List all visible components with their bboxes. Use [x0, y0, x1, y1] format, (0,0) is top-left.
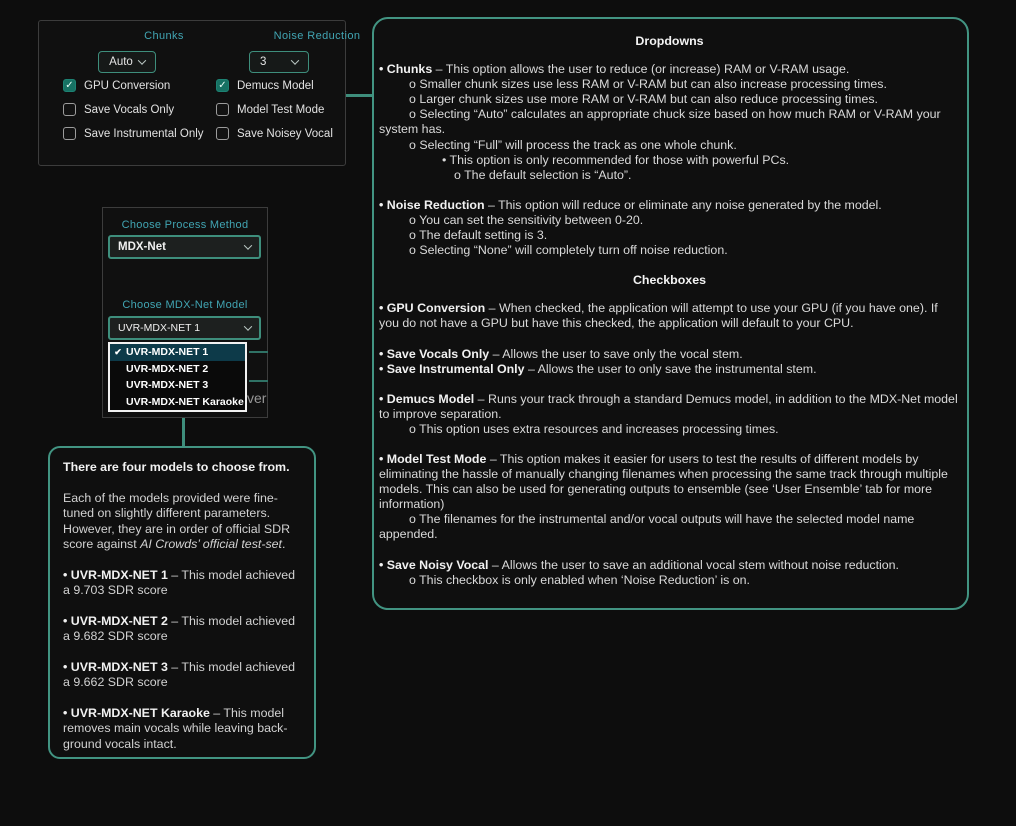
- checkbox-grid: [63, 79, 343, 140]
- checkbox-unchecked-icon[interactable]: [216, 103, 229, 116]
- doc-line: • This option is only recommended for those with powerful PCs.: [442, 152, 790, 167]
- doc-group: [379, 392, 960, 437]
- models-info-content: [63, 491, 301, 753]
- doc-line: o Selecting “Auto” calculates an appropriate chuck size based on how much RAM or V-RAM your system has.: [379, 107, 941, 137]
- noise-reduction-label: Noise Reduction: [273, 30, 361, 42]
- doc-line: • Chunks – This option allows the user to reduce (or increase) RAM or V-RAM usage.: [379, 62, 850, 77]
- background-divider-fragment: [249, 380, 268, 382]
- doc-line: • Model Test Mode – This option makes it easier for users to test the results of different models by eliminating the hassle of manually changing filenames when processing the same track through multiple models. This can also be used for generating outputs to ensemble (see ‘User Ensemble’ tab for more information): [379, 451, 948, 512]
- doc-line: o Larger chunk sizes use more RAM or V-RAM but can also reduce processing times.: [409, 92, 878, 107]
- info-paragraph: Each of the models provided were fine-tuned on slightly different parameters. However, they are in order of official SDR score against AI Crowds’ official test-set.: [63, 490, 291, 551]
- chevron-down-icon: [138, 56, 146, 64]
- checkbox-unchecked-icon[interactable]: [216, 127, 229, 140]
- checkbox-checked-icon[interactable]: ✓: [216, 79, 229, 92]
- checkbox-unchecked-icon[interactable]: [63, 127, 76, 140]
- dropdown-option-label: UVR-MDX-NET 2: [126, 362, 209, 375]
- doc-line: o Smaller chunk sizes use less RAM or V-RAM but can also increase processing times.: [409, 77, 887, 92]
- docs-panel: [372, 17, 969, 610]
- checkbox-unchecked-icon[interactable]: [63, 103, 76, 116]
- doc-line: o The default selection is “Auto”.: [454, 167, 632, 182]
- dropdown-option-label: UVR-MDX-NET Karaoke: [126, 395, 244, 408]
- doc-group: [379, 347, 960, 377]
- doc-line: • GPU Conversion – When checked, the application will attempt to use your GPU (if you have one). If you do not have a GPU but have this checked, the application will default to your CPU.: [379, 301, 938, 331]
- background-divider-fragment: [249, 351, 268, 353]
- model-dropdown-list: [108, 342, 247, 412]
- checkbox-gpu-conversion[interactable]: [63, 79, 216, 92]
- info-paragraph: • UVR-MDX-NET 3 – This model achieved a 9.662 SDR score: [63, 659, 296, 689]
- doc-line: • Save Vocals Only – Allows the user to save only the vocal stem.: [379, 346, 743, 361]
- doc-group: [379, 301, 960, 331]
- doc-line: o The filenames for the instrumental and/or vocal outputs will have the selected model name appended.: [379, 512, 915, 542]
- models-info-panel: [48, 446, 316, 759]
- checkbox-save-vocals-only[interactable]: [63, 103, 216, 116]
- dropdown-option[interactable]: [110, 361, 245, 378]
- dropdown-option-label: UVR-MDX-NET 3: [126, 379, 209, 392]
- checkbox-label: Model Test Mode: [237, 103, 325, 116]
- mdx-model-value: UVR-MDX-NET 1: [118, 322, 201, 334]
- doc-group: [379, 558, 960, 588]
- checkbox-model-test-mode[interactable]: [216, 103, 343, 116]
- doc-line: o This option uses extra resources and increases processing times.: [409, 421, 779, 436]
- doc-line: o The default setting is 3.: [409, 228, 548, 243]
- checkbox-label: Save Vocals Only: [84, 103, 175, 116]
- section-heading: Dropdowns: [635, 34, 704, 48]
- process-method-label: Choose Process Method: [121, 219, 249, 231]
- doc-line: • Save Instrumental Only – Allows the user to only save the instrumental stem.: [379, 361, 817, 376]
- noise-reduction-dropdown[interactable]: [249, 51, 309, 73]
- doc-line: o Selecting “Full” will process the track as one whole chunk.: [409, 137, 737, 152]
- doc-group: [379, 62, 960, 183]
- dropdown-option[interactable]: [110, 394, 245, 411]
- section-heading: Checkboxes: [632, 273, 706, 288]
- doc-line: o You can set the sensitivity between 0-20.: [409, 212, 644, 227]
- doc-line: o This checkbox is only enabled when ‘Noise Reduction’ is on.: [409, 572, 750, 587]
- models-info-title: There are four models to choose from.: [63, 460, 290, 474]
- mdx-model-label: Choose MDX-Net Model: [122, 299, 248, 311]
- chevron-down-icon: [244, 241, 252, 249]
- doc-group: [379, 452, 960, 543]
- dropdown-option-label: UVR-MDX-NET 1: [126, 346, 209, 359]
- checkbox-label: Save Instrumental Only: [84, 127, 204, 140]
- chunks-dropdown[interactable]: [98, 51, 156, 73]
- connector-line-vertical: [182, 418, 185, 447]
- connector-line-horizontal: [346, 94, 372, 97]
- doc-line: o Selecting “None” will completely turn off noise reduction.: [409, 243, 728, 258]
- controls-panel: [38, 20, 361, 166]
- info-paragraph: • UVR-MDX-NET 2 – This model achieved a 9.682 SDR score: [63, 613, 296, 643]
- doc-line: • Save Noisy Vocal – Allows the user to save an additional vocal stem without noise reduction.: [379, 557, 899, 572]
- info-paragraph: • UVR-MDX-NET Karaoke – This model removes main vocals while leaving back-ground vocals intact.: [63, 705, 288, 751]
- doc-line: • Noise Reduction – This option will reduce or eliminate any noise generated by the model.: [379, 197, 882, 212]
- checkbox-label: GPU Conversion: [84, 79, 171, 92]
- background-text-fragment: ver: [247, 390, 267, 406]
- mdx-model-dropdown[interactable]: [108, 316, 261, 340]
- chunks-dropdown-value: Auto: [109, 56, 133, 68]
- process-method-value: MDX-Net: [118, 241, 166, 253]
- check-icon: ✔: [114, 346, 122, 357]
- info-paragraph: • UVR-MDX-NET 1 – This model achieved a 9.703 SDR score: [63, 567, 296, 597]
- dropdown-option[interactable]: [110, 377, 245, 394]
- checkbox-demucs-model[interactable]: [216, 79, 343, 92]
- process-method-panel: [102, 207, 268, 418]
- checkbox-checked-icon[interactable]: ✓: [63, 79, 76, 92]
- docs-content: [379, 34, 960, 588]
- checkbox-save-instrumental-only[interactable]: [63, 127, 216, 140]
- dropdown-option[interactable]: [110, 344, 245, 361]
- checkbox-label: Demucs Model: [237, 79, 314, 92]
- checkbox-label: Save Noisey Vocal: [237, 127, 333, 140]
- chevron-down-icon: [291, 56, 299, 64]
- doc-group: [379, 198, 960, 258]
- noise-reduction-dropdown-value: 3: [260, 56, 267, 68]
- chevron-down-icon: [244, 322, 252, 330]
- process-method-dropdown[interactable]: [108, 235, 261, 259]
- doc-line: • Demucs Model – Runs your track through a standard Demucs model, in addition to the MDX-Net model to improve separation.: [379, 391, 958, 421]
- chunks-label: Chunks: [144, 30, 184, 42]
- checkbox-save-noisey-vocal[interactable]: [216, 127, 343, 140]
